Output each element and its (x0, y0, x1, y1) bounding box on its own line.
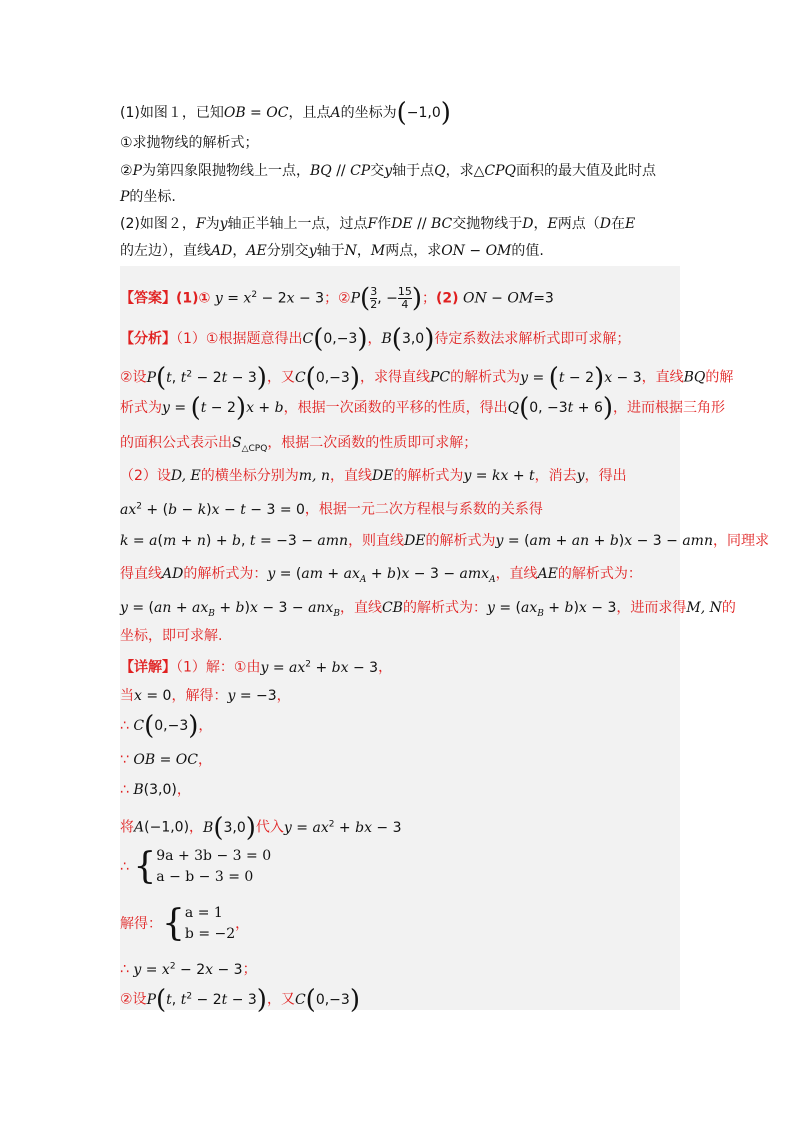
analysis-line3: 析式为y = (t − 2)x + b，根据一次函数的平移的性质，得出Q(0, −3t + 6)，进而根据三角形 (120, 393, 726, 423)
detail-line8: 解得： { a = 1 b = −2 ， (120, 903, 250, 944)
solution-row-2: b = −2 (184, 926, 236, 942)
detail-line9: ∴ $y = x^2 - 2x - 3$； (120, 961, 257, 978)
question-part2-line1: (2)如图２，F为y轴正半轴上一点，过点F作DE // BC交抛物线于D，E两点（D在E (120, 216, 636, 232)
analysis-line1: 【分析】（1）①根据题意得出C(0,−3)，B(3,0)待定系数法求解析式即可求解； (120, 324, 631, 354)
detail-line1: 【详解】（1）解：①由$y = ax^2$ + bx − 3， (120, 659, 393, 676)
detail-line7: ∴ { 9a + 3b − 3 = 0 a − b − 3 = 0 (120, 846, 272, 887)
detail-line5: ∴ B(3,0)， (120, 782, 191, 798)
answer-part1-prefix: (1)① (176, 290, 211, 307)
equation-row-2: a − b − 3 = 0 (156, 869, 254, 885)
equation-row-1: 9a + 3b − 3 = 0 (156, 848, 272, 864)
analysis-line10: 坐标，即可求解. (120, 628, 223, 644)
analysis-line4: 的面积公式表示出$S_{\triangle CPQ}$，根据二次函数的性质即可求解； (120, 435, 478, 454)
detail-tag: 【详解】 (120, 659, 176, 676)
solution-row-1: a = 1 (184, 905, 223, 921)
question-part1-intro: (1)如图１，已知OB = OC，且点A的坐标为(−1,0) (120, 98, 451, 128)
answer-line: 【答案】(1)① $y = x^2 - 2x - 3$；②P( $\frac{3}{2}$ , − $\frac{15}{4}$ )；(2) ON − OM=3 (120, 283, 554, 314)
detail-line10: ②设P(t, $t^2 - 2t - 3$)，又C(0,−3) (120, 984, 360, 1015)
question-part1-item2-cont: P的坐标. (120, 189, 176, 205)
detail-line2: 当x = 0，解得：y = −3， (120, 688, 291, 704)
analysis-line9: $y = (an + ax_B + b)x - 3 - anx_B$，直线CB的解析式为：$y = (ax_B + b)x - 3$，进而求得M, N的 (120, 600, 736, 619)
analysis-line2: ②设P(t, $t^2 - 2t - 3$)，又C(0,−3)，求得直线PC的解析式为y = (t − 2)x − 3，直线BQ的解 (120, 362, 734, 393)
question-part2-line2: 的左边），直线AD，AE分别交y轴于N，M两点，求ON − OM的值. (120, 243, 544, 259)
question-part1-item1: ①求抛物线的解析式； (120, 135, 259, 151)
question-part1-item2: ②P为第四象限抛物线上一点，BQ // CP交y轴于点Q，求△CPQ面积的最大值及此时点 (120, 163, 657, 179)
analysis-line5: （2）设D, E的横坐标分别为m, n，直线DE的解析式为y = kx + t，消去y，得出 (120, 468, 627, 484)
analysis-line7: k = a(m + n) + b, t = −3 − amn，则直线DE的解析式为y = (am + an + b)x − 3 − amn，同理求 (120, 533, 769, 549)
detail-line6: 将A(−1,0)，B(3,0)代入$y = ax^2$ + bx − 3 (120, 812, 402, 843)
analysis-tag: 【分析】 (120, 331, 176, 347)
detail-line4: ∵ OB = OC， (120, 752, 212, 768)
analysis-line6: $ax^2 + (b - k)x - t - 3 = 0$，根据一元二次方程根与系数的关系得 (120, 501, 543, 518)
answer-tag: 【答案】 (120, 290, 176, 307)
analysis-line8: 得直线AD的解析式为：$y = (am + ax_A + b)x - 3 - amx_A$，直线AE的解析式为： (120, 566, 642, 585)
detail-line3: ∴ C(0,−3)， (120, 711, 213, 741)
